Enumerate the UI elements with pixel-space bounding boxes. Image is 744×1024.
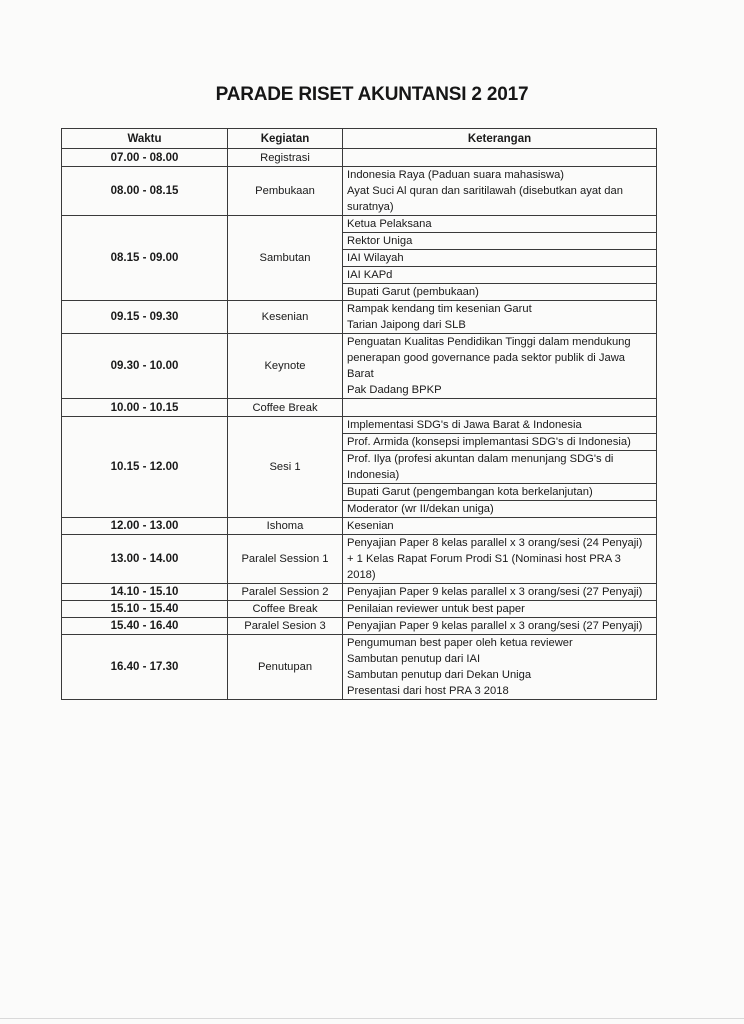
table-row [62,417,657,434]
note-cell [343,399,657,417]
table-row [62,149,657,167]
time-cell: 09.15 - 09.30 [62,301,228,334]
note-cell: Penyajian Paper 8 kelas parallel x 3 orang/sesi (24 Penyaji) + 1 Kelas Rapat Forum Prodi S1 (Nominasi host PRA 3 2018) [343,535,657,584]
table-row [62,399,657,417]
activity-cell: Coffee Break [228,399,343,417]
note-cell [343,149,657,167]
time-cell: 08.15 - 09.00 [62,216,228,301]
time-cell: 08.00 - 08.15 [62,167,228,216]
page-bottom-edge [0,1018,744,1019]
note-cell: Prof. Ilya (profesi akuntan dalam menunjang SDG's di Indonesia) [343,451,657,484]
note-cell: Rektor Uniga [343,233,657,250]
activity-cell: Registrasi [228,149,343,167]
activity-cell: Keynote [228,334,343,399]
table-row [62,618,657,635]
time-cell: 14.10 - 15.10 [62,584,228,601]
note-cell: Prof. Armida (konsepsi implemantasi SDG's di Indonesia) [343,434,657,451]
note-cell: Kesenian [343,518,657,535]
time-cell: 15.10 - 15.40 [62,601,228,618]
header-waktu: Waktu [62,129,228,149]
time-cell: 07.00 - 08.00 [62,149,228,167]
header-keterangan: Keterangan [343,129,657,149]
note-cell: Implementasi SDG's di Jawa Barat & Indonesia [343,417,657,434]
table-row [62,635,657,700]
note-cell: Pengumuman best paper oleh ketua reviewer Sambutan penutup dari IAI Sambutan penutup dari Dekan Uniga Presentasi dari host PRA 3 2018 [343,635,657,700]
time-cell: 10.00 - 10.15 [62,399,228,417]
header-row [62,129,657,149]
note-cell: Ketua Pelaksana [343,216,657,233]
table-row [62,216,657,233]
time-cell: 12.00 - 13.00 [62,518,228,535]
document-title: PARADE RISET AKUNTANSI 2 2017 [215,84,529,105]
activity-cell: Paralel Session 2 [228,584,343,601]
note-cell: Bupati Garut (pengembangan kota berkelanjutan) [343,484,657,501]
table-row [62,535,657,584]
note-cell: Moderator (wr II/dekan uniga) [343,501,657,518]
activity-cell: Sambutan [228,216,343,301]
time-cell: 16.40 - 17.30 [62,635,228,700]
note-cell: Penguatan Kualitas Pendidikan Tinggi dalam mendukung penerapan good governance pada sektor publik di Jawa Barat Pak Dadang BPKP [343,334,657,399]
note-cell: Penilaian reviewer untuk best paper [343,601,657,618]
time-cell: 13.00 - 14.00 [62,535,228,584]
table-row [62,334,657,399]
table-row [62,601,657,618]
time-cell: 15.40 - 16.40 [62,618,228,635]
note-cell: IAI Wilayah [343,250,657,267]
activity-cell: Sesi 1 [228,417,343,518]
table-row [62,518,657,535]
time-cell: 10.15 - 12.00 [62,417,228,518]
schedule-body [62,149,657,700]
note-cell: Bupati Garut (pembukaan) [343,284,657,301]
note-cell: Penyajian Paper 9 kelas parallel x 3 orang/sesi (27 Penyaji) [343,584,657,601]
activity-cell: Ishoma [228,518,343,535]
activity-cell: Penutupan [228,635,343,700]
activity-cell: Coffee Break [228,601,343,618]
note-cell: IAI KAPd [343,267,657,284]
table-row [62,584,657,601]
schedule-table [61,128,657,700]
note-cell: Penyajian Paper 9 kelas parallel x 3 orang/sesi (27 Penyaji) [343,618,657,635]
note-cell: Indonesia Raya (Paduan suara mahasiswa) Ayat Suci Al quran dan saritilawah (disebutkan ayat dan suratnya) [343,167,657,216]
header-kegiatan: Kegiatan [228,129,343,149]
table-row [62,301,657,334]
activity-cell: Paralel Sesion 3 [228,618,343,635]
activity-cell: Paralel Session 1 [228,535,343,584]
note-cell: Rampak kendang tim kesenian Garut Tarian Jaipong dari SLB [343,301,657,334]
activity-cell: Pembukaan [228,167,343,216]
table-row [62,167,657,216]
time-cell: 09.30 - 10.00 [62,334,228,399]
activity-cell: Kesenian [228,301,343,334]
